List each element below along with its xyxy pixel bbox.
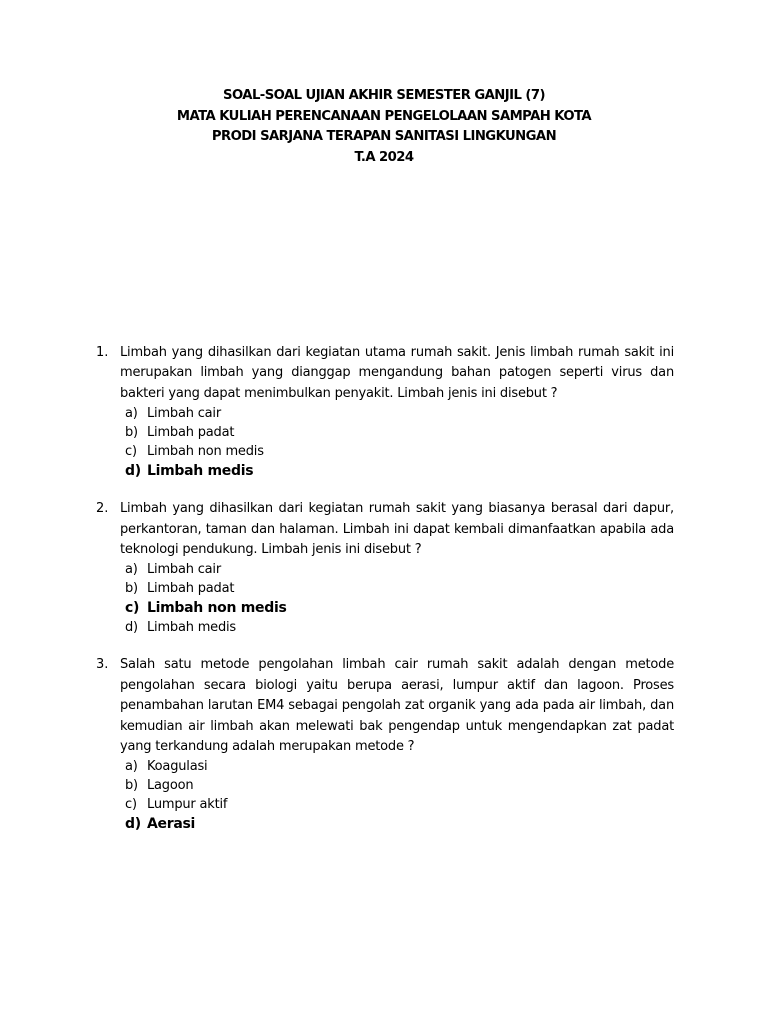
option-list: [120, 757, 674, 834]
option-c: [120, 442, 674, 461]
header-course-line: MATA KULIAH PERENCANAAN PENGELOLAAN SAMPAH KOTA: [176, 108, 592, 124]
option-label: c): [125, 600, 140, 617]
question-text: Limbah yang dihasilkan dari kegiatan rumah sakit yang biasanya berasal dari dapur, perkantoran, taman dan halaman. Limbah ini dapat kembali dimanfaatkan apabila ada teknologi pendukung. Limbah jenis ini disebut ?: [120, 501, 674, 558]
question-text: Limbah yang dihasilkan dari kegiatan utama rumah sakit. Jenis limbah rumah sakit ini merupakan limbah yang dianggap mengandung bahan patogen seperti virus dan bakteri yang dapat menimbulkan penyakit. Limbah jenis ini disebut ?: [120, 345, 674, 401]
option-b: [120, 423, 674, 442]
option-d: [120, 461, 674, 481]
question-number: 1.: [96, 345, 109, 360]
option-text: Lagoon: [147, 778, 194, 794]
option-label: c): [125, 444, 137, 460]
question-2: [96, 499, 674, 637]
option-text: Limbah cair: [147, 562, 221, 578]
question-text: Salah satu metode pengolahan limbah cair rumah sakit adalah dengan metode pengolahan secara biologi yaitu berupa aerasi, lumpur aktif dan lagoon. Proses penambahan larutan EM4 sebagai pengolah zat organik yang ada pada air limbah, dan kemudian air limbah akan melewati bak pengendap untuk mengendapkan zat padat yang terkandung adalah merupakan metode ?: [120, 657, 674, 755]
option-label: b): [125, 425, 138, 441]
option-text: Koagulasi: [147, 759, 208, 775]
option-text: Limbah non medis: [147, 600, 287, 617]
option-b: [120, 776, 674, 795]
option-text: Aerasi: [147, 816, 196, 833]
option-text: Lumpur aktif: [147, 797, 228, 813]
question-1: [96, 343, 674, 481]
option-label: d): [125, 620, 138, 636]
option-a: [120, 404, 674, 423]
document-header: [0, 86, 768, 168]
header-year-line: T.A 2024: [354, 149, 414, 165]
option-b: [120, 579, 674, 598]
option-a: [120, 560, 674, 579]
header-title-line: SOAL-SOAL UJIAN AKHIR SEMESTER GANJIL (7): [223, 88, 545, 103]
question-number: 3.: [96, 657, 109, 673]
option-list: [120, 560, 674, 637]
option-list: [120, 404, 674, 481]
option-a: [120, 757, 674, 776]
option-text: Limbah padat: [147, 581, 235, 597]
option-c: [120, 598, 674, 618]
option-label: b): [125, 778, 138, 794]
option-label: d): [125, 816, 141, 833]
option-label: c): [125, 797, 137, 813]
option-text: Limbah non medis: [147, 444, 264, 460]
option-text: Limbah padat: [147, 425, 235, 441]
option-d: [120, 814, 674, 834]
option-label: a): [125, 406, 138, 422]
option-c: [120, 795, 674, 814]
option-text: Limbah cair: [147, 406, 221, 422]
option-label: d): [125, 463, 141, 480]
option-text: Limbah medis: [147, 620, 237, 636]
option-label: b): [125, 581, 138, 597]
question-list: [0, 343, 768, 834]
header-program-line: PRODI SARJANA TERAPAN SANITASI LINGKUNGAN: [211, 129, 557, 144]
option-label: a): [125, 759, 138, 775]
option-d: [120, 618, 674, 637]
question-3: [96, 655, 674, 834]
option-label: a): [125, 562, 138, 578]
question-number: 2.: [96, 501, 109, 517]
option-text: Limbah medis: [147, 463, 254, 480]
